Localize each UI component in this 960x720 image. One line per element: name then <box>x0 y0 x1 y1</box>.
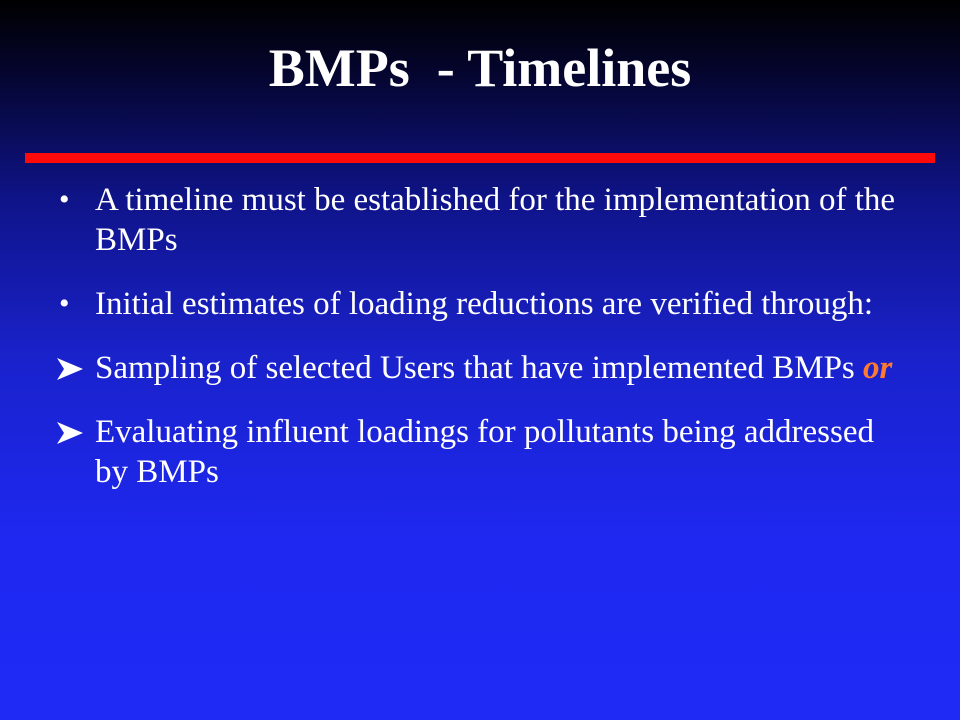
bullet-list <box>55 180 915 516</box>
bullet-text: Sampling of selected Users that have implemented BMPs <box>95 350 864 386</box>
bullet-dot-icon: • <box>59 183 70 216</box>
emphasis-or: or <box>863 350 893 386</box>
bullet-text: A timeline must be established for the implementation of the BMPs <box>95 182 896 258</box>
bullet-text: Initial estimates of loading reductions are verified through: <box>95 286 874 322</box>
bullet-item <box>55 284 915 324</box>
arrow-icon <box>55 348 95 388</box>
bullet-dot-icon: • <box>59 287 70 320</box>
bullet-text: Evaluating influent loadings for pollutants being addressed by BMPs <box>95 414 874 490</box>
slide-title: BMPs - Timelines <box>268 38 692 98</box>
arrow-icon <box>55 412 95 452</box>
title-divider <box>25 153 935 163</box>
sub-bullet-item <box>55 348 915 388</box>
bullet-item <box>55 180 915 260</box>
sub-bullet-item <box>55 412 915 492</box>
